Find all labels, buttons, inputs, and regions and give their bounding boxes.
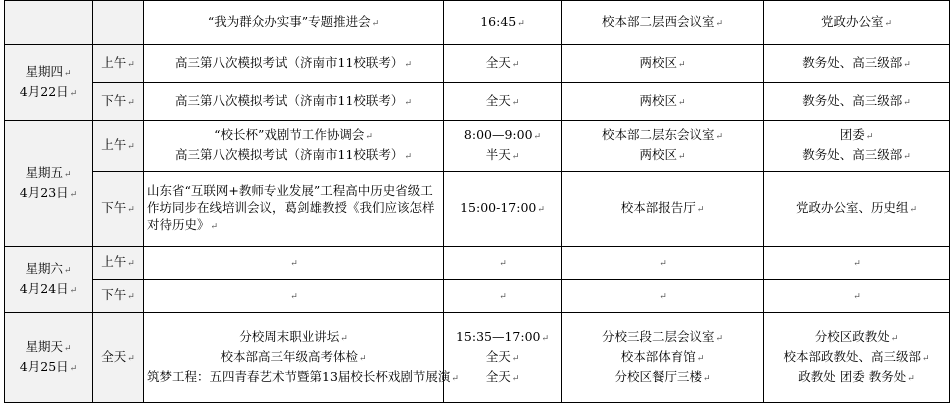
location-cell-line: [565, 54, 760, 74]
time-cell: [444, 313, 562, 403]
paragraph-mark: ↵: [499, 292, 507, 302]
department-cell-line: [767, 92, 946, 112]
paragraph-mark: ↵: [903, 59, 911, 70]
paragraph-mark: ↵: [890, 333, 899, 344]
paragraph-mark: ↵: [127, 59, 135, 70]
paragraph-mark: ↵: [63, 265, 72, 276]
paragraph-mark: ↵: [340, 333, 348, 344]
period-label: 下午: [101, 287, 127, 302]
paragraph-mark: ↵: [659, 292, 667, 302]
location-cell-text: 两校区: [639, 147, 677, 162]
paragraph-mark: ↵: [511, 97, 520, 108]
day-cell: [5, 313, 93, 403]
paragraph-mark: ↵: [702, 373, 711, 384]
event-cell-line: [147, 348, 440, 368]
location-cell: [562, 247, 764, 280]
event-cell: [144, 313, 459, 403]
event-cell: [144, 45, 444, 83]
department-cell-text: 党政办公室、历史组: [795, 200, 909, 215]
location-cell-text: 两校区: [639, 54, 677, 70]
time-cell-line: [447, 92, 558, 112]
time-cell-line: [447, 126, 558, 146]
location-cell-text: 两校区: [639, 92, 677, 108]
department-cell: [764, 121, 950, 172]
time-cell-line: [447, 368, 558, 388]
time-cell-text: 16:45: [480, 13, 517, 29]
period-cell: [93, 1, 144, 45]
paragraph-mark: ↵: [677, 97, 686, 108]
paragraph-mark: ↵: [537, 205, 545, 215]
event-cell: [144, 247, 444, 280]
paragraph-mark: ↵: [69, 285, 78, 296]
department-cell-text: 校本部政教处、高三级部: [783, 348, 921, 364]
paragraph-mark: ↵: [290, 292, 298, 302]
period-label: 上午: [101, 54, 127, 70]
period-label: 上午: [101, 254, 127, 269]
event-cell-line: [147, 92, 440, 112]
time-cell: [444, 172, 562, 247]
schedule-table: [4, 0, 950, 403]
paragraph-mark: ↵: [127, 97, 135, 108]
department-cell-line: [767, 286, 946, 306]
time-cell-text: 全天: [485, 348, 511, 364]
paragraph-mark: ↵: [541, 333, 550, 344]
event-cell-line: [147, 328, 440, 348]
time-cell-text: 半天: [485, 147, 511, 162]
location-cell-line: [565, 13, 760, 33]
period-cell: [93, 313, 144, 403]
department-cell-text: 教务处、高三级部: [802, 54, 903, 70]
paragraph-mark: ↵: [69, 88, 78, 99]
paragraph-mark: ↵: [853, 292, 861, 302]
event-cell-line: [147, 146, 440, 166]
event-cell-line: [147, 368, 459, 388]
location-cell-text: 校本部二层西会议室: [601, 13, 715, 29]
day-cell: [5, 45, 93, 121]
event-cell: [144, 121, 444, 172]
department-cell: [764, 45, 950, 83]
table-row: [5, 247, 950, 280]
location-cell: [562, 280, 764, 313]
time-cell: [444, 247, 562, 280]
event-cell-line: [147, 286, 440, 306]
department-cell-line: [767, 126, 946, 146]
location-cell-line: [565, 126, 760, 146]
event-cell-text: “我为群众办实事”专题推进会: [207, 13, 371, 29]
event-cell-text: 分校周末职业讲坛: [239, 328, 340, 344]
paragraph-mark: ↵: [533, 132, 542, 142]
day-date: [8, 280, 89, 300]
paragraph-mark: ↵: [659, 259, 667, 269]
paragraph-mark: ↵: [371, 18, 380, 29]
period-cell: [93, 121, 144, 172]
paragraph-mark: ↵: [69, 363, 78, 374]
location-cell-text: 分校三段二层会议室: [601, 328, 715, 344]
paragraph-mark: ↵: [404, 59, 412, 70]
day-weekday-text: 星期五: [25, 164, 63, 180]
paragraph-mark: ↵: [853, 259, 861, 269]
time-cell-text: 全天: [485, 368, 511, 384]
paragraph-mark: ↵: [63, 169, 72, 180]
time-cell-line: [447, 146, 558, 166]
paragraph-mark: ↵: [677, 59, 686, 70]
period-cell: [93, 247, 144, 280]
event-cell-line: [147, 253, 440, 273]
department-cell: [764, 280, 950, 313]
department-cell-text: 教务处、高三级部: [802, 92, 903, 108]
location-cell-line: [565, 146, 760, 166]
time-cell-text: 15:35—17:00: [455, 328, 541, 344]
paragraph-mark: ↵: [451, 373, 459, 384]
time-cell-text: 8:00—9:00: [463, 127, 533, 142]
time-cell-line: [447, 13, 558, 33]
paragraph-mark: ↵: [909, 205, 918, 215]
day-weekday: [8, 338, 89, 358]
day-date-text: 4月22日: [19, 83, 69, 99]
paragraph-mark: ↵: [907, 373, 915, 384]
time-cell: [444, 121, 562, 172]
time-cell-line: [447, 54, 558, 74]
paragraph-mark: ↵: [127, 292, 135, 302]
location-cell-line: [565, 328, 760, 348]
paragraph-mark: ↵: [696, 205, 705, 215]
day-weekday-text: 星期四: [25, 63, 63, 79]
table-row: [5, 172, 950, 247]
table-row: [5, 1, 950, 45]
time-cell-line: [447, 199, 558, 219]
paragraph-mark: ↵: [63, 343, 72, 354]
location-cell-line: [565, 368, 760, 388]
location-cell-line: [565, 348, 760, 368]
table-row: [5, 280, 950, 313]
location-cell-text: 分校区餐厅三楼: [614, 368, 702, 384]
day-date: [8, 83, 89, 103]
department-cell-line: [767, 13, 946, 33]
day-date-text: 4月23日: [19, 184, 69, 200]
department-cell-text: 政教处 团委 教务处: [798, 368, 907, 384]
paragraph-mark: ↵: [365, 132, 373, 142]
time-cell: [444, 1, 562, 45]
paragraph-mark: ↵: [210, 222, 219, 232]
time-cell-line: [447, 253, 558, 273]
event-cell-text: 高三第八次模拟考试（济南市11校联考）: [175, 147, 404, 162]
paragraph-mark: ↵: [677, 152, 686, 162]
department-cell-line: [767, 54, 946, 74]
day-weekday: [8, 164, 89, 184]
paragraph-mark: ↵: [290, 259, 298, 269]
period-label: 全天: [101, 348, 127, 364]
location-cell: [562, 172, 764, 247]
paragraph-mark: ↵: [715, 132, 724, 142]
event-cell-text: 山东省“互联网+教师专业发展”工程高中历史省级工作坊同步在线培训会议，葛剑雄教授《我们应该怎样对待历史》: [147, 183, 435, 232]
time-cell-text: 15:00-17:00: [460, 200, 537, 215]
event-cell-text: 高三第八次模拟考试（济南市11校联考）: [175, 54, 404, 70]
location-cell-line: [565, 253, 760, 273]
event-cell-text: 校本部高三年级高考体检: [220, 348, 358, 364]
paragraph-mark: ↵: [63, 68, 72, 79]
paragraph-mark: ↵: [903, 152, 911, 162]
paragraph-mark: ↵: [865, 132, 874, 142]
paragraph-mark: ↵: [511, 152, 520, 162]
event-cell-line: [147, 126, 440, 146]
time-cell-text: 全天: [485, 54, 511, 70]
event-cell-text: “校长杯”戏剧节工作协调会: [214, 127, 365, 142]
paragraph-mark: ↵: [511, 353, 520, 364]
department-cell: [764, 313, 950, 403]
table-row: [5, 313, 950, 403]
event-cell: [144, 83, 444, 121]
paragraph-mark: ↵: [715, 333, 724, 344]
event-cell-line: [147, 54, 440, 74]
day-weekday-text: 星期六: [25, 260, 63, 276]
location-cell-text: 校本部体育馆: [620, 348, 696, 364]
event-cell: [144, 1, 444, 45]
paragraph-mark: ↵: [127, 353, 135, 364]
paragraph-mark: ↵: [404, 152, 412, 162]
department-cell-line: [767, 328, 946, 348]
paragraph-mark: ↵: [715, 18, 724, 29]
department-cell: [764, 172, 950, 247]
event-cell-text: 高三第八次模拟考试（济南市11校联考）: [175, 92, 404, 108]
event-cell-line: [147, 13, 440, 33]
day-weekday: [8, 63, 89, 83]
period-label: 上午: [101, 137, 127, 152]
table-row: [5, 45, 950, 83]
paragraph-mark: ↵: [517, 18, 525, 29]
department-cell-line: [767, 146, 946, 166]
time-cell-text: 全天: [485, 92, 511, 108]
period-cell: [93, 83, 144, 121]
department-cell-line: [767, 199, 946, 219]
time-cell-line: [447, 286, 558, 306]
day-weekday-text: 星期天: [25, 338, 63, 354]
event-cell: [144, 172, 444, 247]
location-cell: [562, 121, 764, 172]
day-cell: [5, 1, 93, 45]
paragraph-mark: ↵: [404, 97, 412, 108]
department-cell-text: 分校区政教处: [814, 328, 890, 344]
time-cell-line: [447, 348, 558, 368]
table-row: [5, 121, 950, 172]
department-cell-text: 团委: [839, 127, 865, 142]
paragraph-mark: ↵: [921, 353, 930, 364]
department-cell: [764, 1, 950, 45]
location-cell: [562, 45, 764, 83]
period-label: 下午: [101, 200, 127, 215]
time-cell-line: [447, 328, 558, 348]
location-cell-text: 校本部二层东会议室: [601, 127, 715, 142]
table-row: [5, 83, 950, 121]
department-cell-line: [767, 368, 946, 388]
time-cell: [444, 83, 562, 121]
department-cell-line: [767, 348, 946, 368]
location-cell-line: [565, 92, 760, 112]
day-date: [8, 184, 89, 204]
location-cell: [562, 1, 764, 45]
event-cell: [144, 280, 444, 313]
location-cell-text: 校本部报告厅: [620, 200, 696, 215]
event-cell-text: 筑梦工程：五四青春艺术节暨第13届校长杯戏剧节展演: [147, 368, 451, 384]
paragraph-mark: ↵: [884, 18, 893, 29]
paragraph-mark: ↵: [127, 142, 135, 152]
paragraph-mark: ↵: [127, 205, 135, 215]
location-cell-line: [565, 286, 760, 306]
period-cell: [93, 172, 144, 247]
paragraph-mark: ↵: [69, 189, 78, 200]
day-cell: [5, 247, 93, 313]
paragraph-mark: ↵: [127, 259, 135, 269]
paragraph-mark: ↵: [903, 97, 911, 108]
period-label: 下午: [101, 92, 127, 108]
event-cell-line: [147, 182, 440, 236]
location-cell: [562, 83, 764, 121]
department-cell-text: 党政办公室: [820, 13, 884, 29]
paragraph-mark: ↵: [511, 59, 520, 70]
day-date-text: 4月24日: [19, 280, 69, 296]
day-weekday: [8, 260, 89, 280]
period-cell: [93, 45, 144, 83]
paragraph-mark: ↵: [358, 353, 367, 364]
department-cell: [764, 247, 950, 280]
paragraph-mark: ↵: [696, 353, 705, 364]
day-date: [8, 358, 89, 378]
paragraph-mark: ↵: [511, 373, 520, 384]
department-cell: [764, 83, 950, 121]
location-cell: [562, 313, 764, 403]
day-cell: [5, 121, 93, 247]
location-cell-line: [565, 199, 760, 219]
period-cell: [93, 280, 144, 313]
time-cell: [444, 45, 562, 83]
time-cell: [444, 280, 562, 313]
paragraph-mark: ↵: [499, 259, 507, 269]
day-date-text: 4月25日: [19, 358, 69, 374]
department-cell-text: 教务处、高三级部: [802, 147, 903, 162]
department-cell-line: [767, 253, 946, 273]
